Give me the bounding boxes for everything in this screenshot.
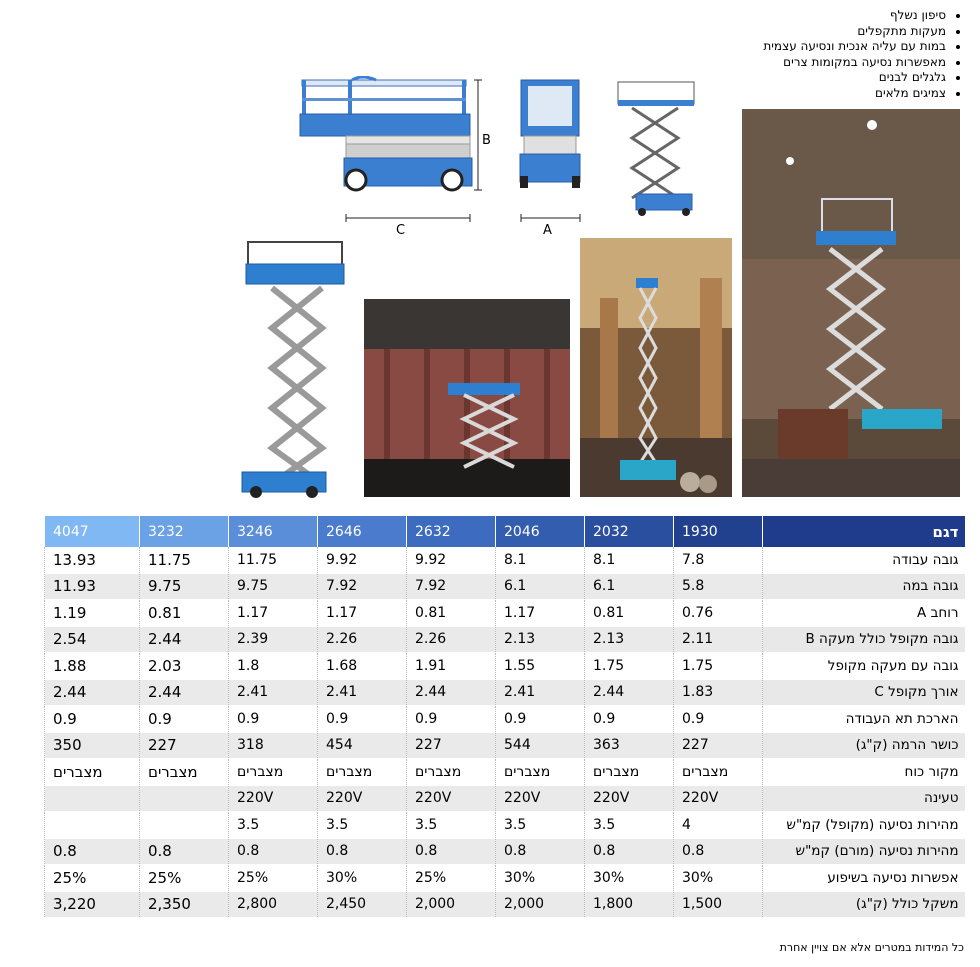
table-cell: 0.9 [229, 706, 318, 733]
table-cell: 2.41 [229, 679, 318, 706]
table-row [45, 838, 965, 865]
row-label: מקור כוח [763, 759, 965, 786]
row-label: משקל כולל (ק"ג) [763, 891, 965, 918]
table-cell: 3.5 [496, 812, 585, 839]
table-cell: 30% [674, 865, 763, 892]
table-cell: 363 [585, 732, 674, 759]
table-cell: 0.9 [585, 706, 674, 733]
table-cell: 11.93 [45, 573, 140, 600]
table-cell: 1.88 [45, 653, 140, 680]
table-row [45, 600, 965, 627]
front-view-diagram [516, 78, 586, 238]
table-cell: 25% [407, 865, 496, 892]
table-cell: 318 [229, 732, 318, 759]
table-cell: 0.9 [140, 706, 229, 733]
table-cell: 1.68 [318, 653, 407, 680]
table-cell: 1.55 [496, 653, 585, 680]
raised-lift-diagram [612, 78, 702, 218]
table-cell: 2.44 [407, 679, 496, 706]
row-label: מהירות נסיעה (מורם) קמ"ש [763, 838, 965, 865]
table-cell: מצברים [496, 759, 585, 786]
table-cell: 220V [407, 785, 496, 812]
table-cell: 30% [496, 865, 585, 892]
table-cell: 1,800 [585, 891, 674, 918]
table-cell: 0.8 [229, 838, 318, 865]
row-label: גובה מקופל כולל מעקה B [763, 626, 965, 653]
table-cell: 0.9 [45, 706, 140, 733]
table-cell: 227 [407, 732, 496, 759]
table-cell: 2.03 [140, 653, 229, 680]
header-model: 2032 [585, 516, 674, 547]
table-cell: 5.8 [674, 573, 763, 600]
table-cell: 30% [318, 865, 407, 892]
table-cell: 1.17 [318, 600, 407, 627]
feature-item: • במות עם עליה אנכית ונסיעה עצמית [763, 39, 946, 55]
table-row [45, 653, 965, 680]
table-row [45, 679, 965, 706]
row-label: רוחב A [763, 600, 965, 627]
table-cell: 7.8 [674, 547, 763, 573]
table-cell: 454 [318, 732, 407, 759]
table-cell: 0.8 [45, 838, 140, 865]
table-cell: 7.92 [318, 573, 407, 600]
table-cell: 2.39 [229, 626, 318, 653]
table-cell: 8.1 [496, 547, 585, 573]
table-cell: 6.1 [585, 573, 674, 600]
table-cell: 4 [674, 812, 763, 839]
table-cell: 0.8 [407, 838, 496, 865]
table-cell: 0.9 [318, 706, 407, 733]
table-cell: 1.75 [674, 653, 763, 680]
row-label: גובה עבודה [763, 547, 965, 573]
table-cell: 0.8 [585, 838, 674, 865]
table-cell [140, 785, 229, 812]
table-cell: 9.75 [140, 573, 229, 600]
hall-photo [742, 109, 960, 497]
theater-photo [364, 299, 570, 497]
table-cell: 227 [674, 732, 763, 759]
table-cell: 1.19 [45, 600, 140, 627]
table-cell: 3.5 [407, 812, 496, 839]
table-cell: 9.92 [318, 547, 407, 573]
table-cell: 0.8 [496, 838, 585, 865]
row-label: גובה במה [763, 573, 965, 600]
row-label: הארכת תא העבודה [763, 706, 965, 733]
table-cell: 25% [140, 865, 229, 892]
table-cell: מצברים [674, 759, 763, 786]
table-cell: מצברים [318, 759, 407, 786]
table-cell: 220V [674, 785, 763, 812]
header-model: 2046 [496, 516, 585, 547]
table-cell: 544 [496, 732, 585, 759]
table-cell: 2,800 [229, 891, 318, 918]
features-list [763, 8, 964, 102]
table-cell: 30% [585, 865, 674, 892]
table-row [45, 812, 965, 839]
feature-item: • מעקות מתקפלים [763, 24, 946, 40]
table-cell: מצברים [45, 759, 140, 786]
table-cell: 25% [229, 865, 318, 892]
table-cell: 2.44 [45, 679, 140, 706]
table-row [45, 891, 965, 918]
table-cell: 227 [140, 732, 229, 759]
table-cell: 220V [496, 785, 585, 812]
table-cell: 1.17 [229, 600, 318, 627]
table-cell: 25% [45, 865, 140, 892]
dimension-label-a: A [543, 223, 552, 238]
table-row [45, 573, 965, 600]
table-cell: 2,000 [496, 891, 585, 918]
table-cell: 0.81 [585, 600, 674, 627]
table-cell: 1.75 [585, 653, 674, 680]
table-cell: 2,450 [318, 891, 407, 918]
table-cell: 0.9 [407, 706, 496, 733]
table-cell: 220V [229, 785, 318, 812]
header-model: 3232 [140, 516, 229, 547]
table-cell: 9.92 [407, 547, 496, 573]
table-cell: 220V [585, 785, 674, 812]
table-cell: 2.44 [140, 679, 229, 706]
spec-table [44, 516, 965, 918]
table-cell: 0.76 [674, 600, 763, 627]
table-cell: 13.93 [45, 547, 140, 573]
table-cell [140, 812, 229, 839]
feature-item: • גלגלים לבנים [763, 70, 946, 86]
table-cell: מצברים [229, 759, 318, 786]
table-cell: 2.44 [140, 626, 229, 653]
table-cell: מצברים [585, 759, 674, 786]
row-label: טעינה [763, 785, 965, 812]
header-model: 2646 [318, 516, 407, 547]
table-cell: מצברים [407, 759, 496, 786]
side-view-diagram [296, 76, 494, 238]
table-cell: 0.9 [674, 706, 763, 733]
table-cell: 11.75 [140, 547, 229, 573]
table-cell: 2.54 [45, 626, 140, 653]
lift-photo-tall [232, 234, 352, 498]
lobby-photo [580, 238, 732, 497]
units-note: כל המידות במטרים אלא אם צויין אחרת [779, 941, 964, 954]
dimension-label-b: B [482, 133, 491, 148]
table-row [45, 626, 965, 653]
table-header-row [45, 516, 965, 547]
table-cell: 2.41 [496, 679, 585, 706]
row-label: אורך מקופל C [763, 679, 965, 706]
table-cell: 8.1 [585, 547, 674, 573]
table-cell: 2.11 [674, 626, 763, 653]
table-cell: 2.26 [318, 626, 407, 653]
table-cell [45, 785, 140, 812]
table-cell: 0.9 [496, 706, 585, 733]
header-model: 2632 [407, 516, 496, 547]
table-cell: 2.13 [585, 626, 674, 653]
table-cell: 0.8 [674, 838, 763, 865]
header-model: 3246 [229, 516, 318, 547]
table-cell: 2,000 [407, 891, 496, 918]
header-model: 1930 [674, 516, 763, 547]
table-cell: 11.75 [229, 547, 318, 573]
table-cell: 6.1 [496, 573, 585, 600]
table-cell: 0.8 [140, 838, 229, 865]
table-cell: 3.5 [585, 812, 674, 839]
table-row [45, 785, 965, 812]
table-cell: 0.81 [407, 600, 496, 627]
header-model-label: דגם [763, 516, 965, 547]
table-cell: מצברים [140, 759, 229, 786]
table-cell: 3,220 [45, 891, 140, 918]
table-cell [45, 812, 140, 839]
table-cell: 2.44 [585, 679, 674, 706]
table-row [45, 759, 965, 786]
table-cell: 2,350 [140, 891, 229, 918]
table-cell: 0.8 [318, 838, 407, 865]
table-row [45, 732, 965, 759]
feature-item: • סיפון נשלף [763, 8, 946, 24]
header-model: 4047 [45, 516, 140, 547]
table-cell: 350 [45, 732, 140, 759]
row-label: אפשרות נסיעה בשיפוע [763, 865, 965, 892]
row-label: כושר הרמה (ק"ג) [763, 732, 965, 759]
table-cell: 1.83 [674, 679, 763, 706]
table-cell: 220V [318, 785, 407, 812]
dimension-label-c: C [396, 223, 406, 238]
table-cell: 1,500 [674, 891, 763, 918]
feature-item: • צמיגים מלאים [763, 86, 946, 102]
table-cell: 9.75 [229, 573, 318, 600]
table-row [45, 706, 965, 733]
table-cell: 3.5 [318, 812, 407, 839]
table-cell: 1.91 [407, 653, 496, 680]
table-cell: 2.41 [318, 679, 407, 706]
table-cell: 1.17 [496, 600, 585, 627]
table-cell: 2.13 [496, 626, 585, 653]
row-label: גובה עם מעקה מקופל [763, 653, 965, 680]
row-label: מהירות נסיעה (מקופל) קמ"ש [763, 812, 965, 839]
table-cell: 7.92 [407, 573, 496, 600]
table-cell: 1.8 [229, 653, 318, 680]
table-cell: 2.26 [407, 626, 496, 653]
table-row [45, 865, 965, 892]
feature-item: • מאפשרות נסיעה במקומות צרים [763, 55, 946, 71]
table-cell: 0.81 [140, 600, 229, 627]
table-cell: 3.5 [229, 812, 318, 839]
table-row [45, 547, 965, 573]
